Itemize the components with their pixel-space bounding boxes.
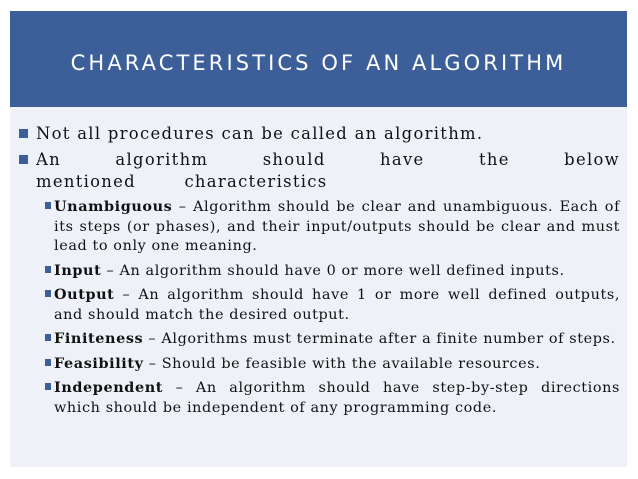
square-bullet-icon bbox=[45, 202, 51, 209]
term-feasibility: Feasibility bbox=[54, 354, 144, 372]
square-bullet-icon bbox=[45, 383, 51, 390]
bullet-item bbox=[18, 149, 620, 418]
term-input: Input bbox=[54, 261, 102, 279]
bullet-text: Not all procedures can be called an algorithm. bbox=[36, 124, 484, 143]
term-finiteness: Finiteness bbox=[54, 330, 144, 347]
square-bullet-icon bbox=[45, 359, 51, 366]
sub-bullet-text: – Algorithm should be clear and unambiguous. Each of its steps (or phases), and their input/outputs should be clear and must lead to only one meaning. bbox=[54, 199, 620, 254]
square-bullet-icon bbox=[19, 129, 28, 138]
bullet-item bbox=[18, 123, 620, 145]
bullet-text: An algorithm should have the below mentioned characteristics bbox=[36, 150, 620, 191]
term-unambiguous: Unambiguous bbox=[54, 198, 173, 215]
sub-bullet-text: – Should be feasible with the available resources. bbox=[143, 355, 541, 372]
sub-bullet-text: – An algorithm should have 0 or more well defined inputs. bbox=[101, 262, 565, 279]
sub-bullet-item bbox=[44, 285, 620, 325]
slide bbox=[10, 11, 627, 467]
sub-bullet-text: – An algorithm should have step-by-step directions which should be independent of any programming code. bbox=[54, 380, 620, 416]
sub-bullet-item bbox=[44, 329, 620, 350]
sub-bullet-item bbox=[44, 354, 620, 375]
square-bullet-icon bbox=[45, 266, 51, 273]
square-bullet-icon bbox=[19, 155, 28, 164]
square-bullet-icon bbox=[45, 290, 51, 297]
sub-bullet-text: – An algorithm should have 1 or more well defined outputs, and should match the desired output. bbox=[54, 287, 620, 323]
sub-bullet-item bbox=[44, 261, 620, 282]
title-bar bbox=[10, 11, 627, 107]
slide-title: CHARACTERISTICS OF AN ALGORITHM bbox=[70, 51, 567, 75]
term-independent: Independent bbox=[54, 379, 164, 396]
slide-content bbox=[18, 123, 620, 422]
term-output: Output bbox=[54, 286, 115, 303]
sub-bullet-item bbox=[44, 378, 620, 418]
sub-bullet-item bbox=[44, 197, 620, 257]
square-bullet-icon bbox=[45, 334, 51, 341]
sub-bullet-text: – Algorithms must terminate after a finite number of steps. bbox=[143, 331, 616, 347]
